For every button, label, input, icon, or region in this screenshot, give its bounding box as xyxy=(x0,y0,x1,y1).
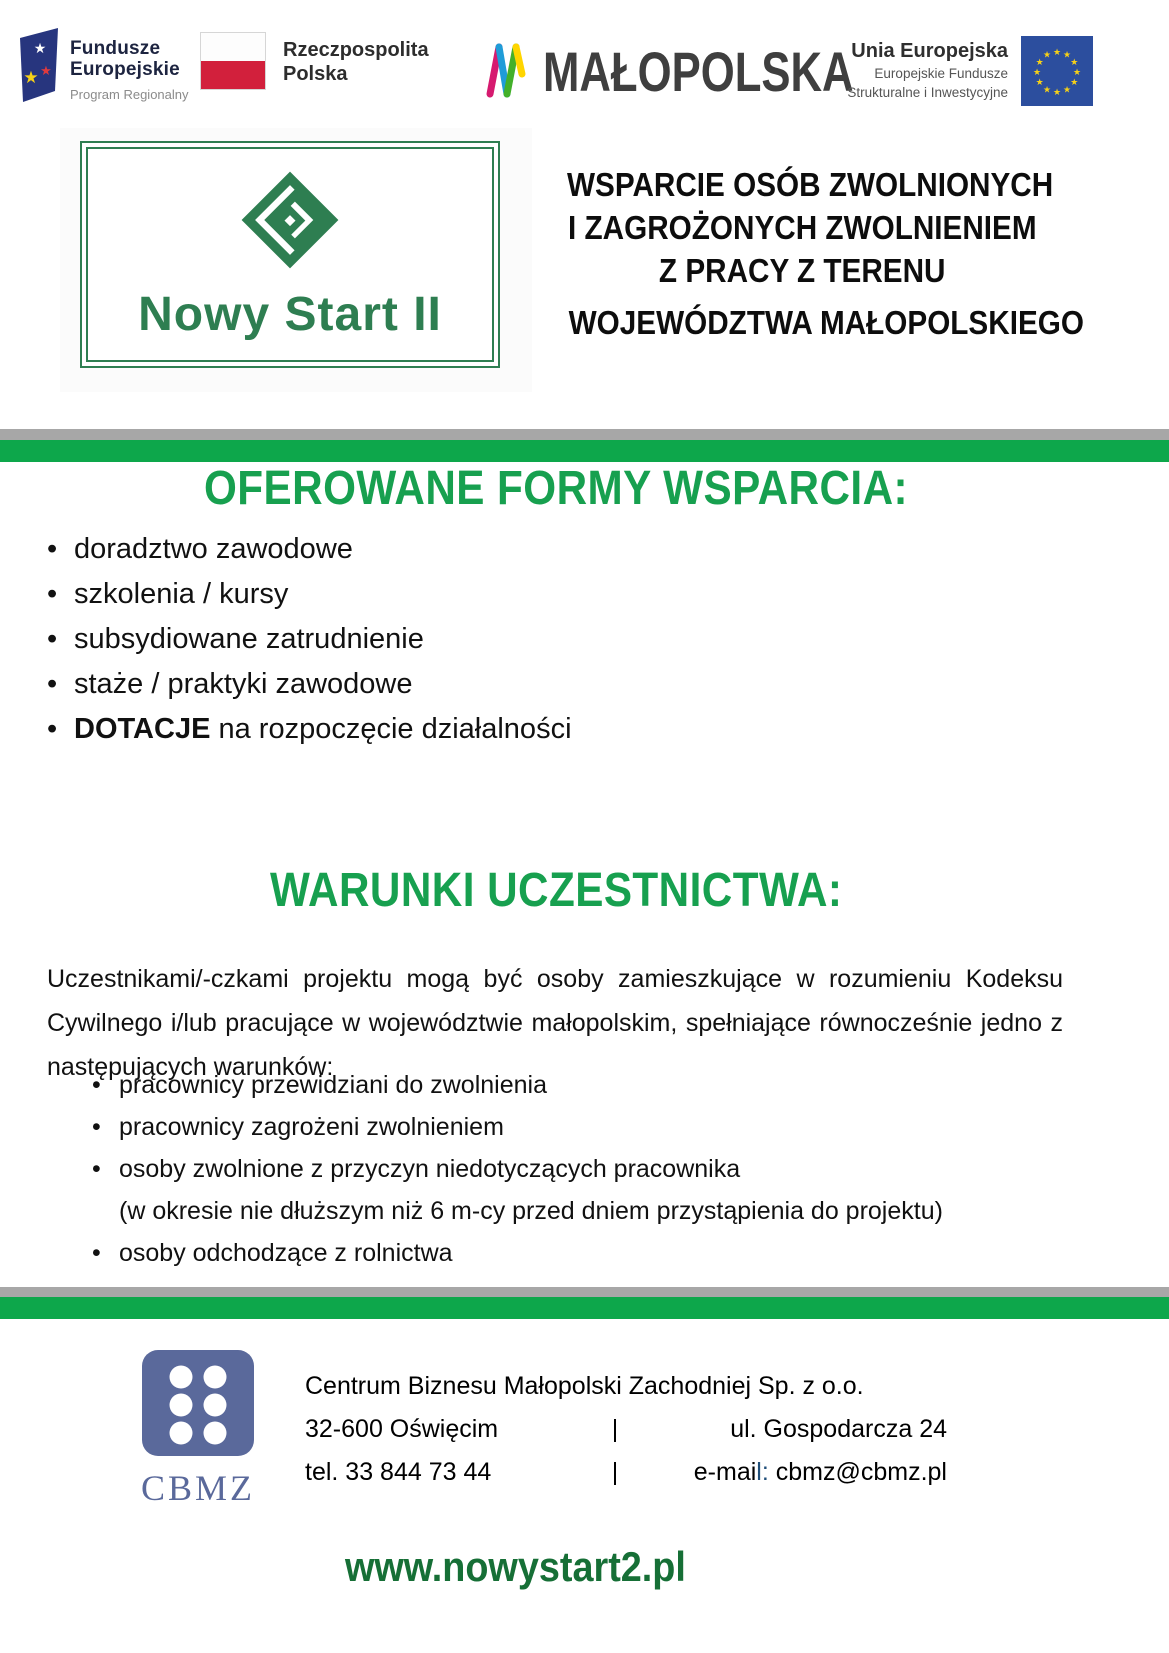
list-item: • staże / praktyki zawodowe xyxy=(47,662,572,707)
eu-funds-line1: Fundusze xyxy=(70,38,161,59)
list-item: • osoby zwolnione z przyczyn niedotyczących pracownika (w okresie nie dłuższym niż 6 m-cy przed dniem przystąpienia do projektu) xyxy=(92,1148,943,1232)
poland-logo-text xyxy=(283,38,429,86)
eu-flag-icon xyxy=(1021,36,1093,111)
eu-funds-subtitle: Program Regionalny xyxy=(70,87,189,102)
poland-line2: Polska xyxy=(283,63,348,85)
main-title-line1: WSPARCIE OSÓB ZWOLNIONYCH xyxy=(567,166,1054,203)
svg-text:★: ★ xyxy=(40,63,52,78)
list-item: • doradztwo zawodowe xyxy=(47,527,572,572)
svg-text:★: ★ xyxy=(1052,47,1062,57)
offer-heading: OFEROWANE FORMY WSPARCIA: xyxy=(203,462,909,515)
divider-green-bottom xyxy=(0,1297,1169,1319)
list-item: • subsydiowane zatrudnienie xyxy=(47,617,572,662)
main-title xyxy=(540,163,1084,344)
eu-funds-logo xyxy=(18,28,189,109)
postal-city: 32-600 Oświęcim xyxy=(305,1415,499,1443)
email-label: e-mai xyxy=(693,1458,757,1486)
separator-pipe: | xyxy=(611,1458,619,1486)
svg-text:★: ★ xyxy=(1062,49,1072,60)
eu-line1: Unia Europejska xyxy=(851,40,1008,62)
list-item: • szkolenia / kursy xyxy=(47,572,572,617)
svg-text:★: ★ xyxy=(1070,77,1079,87)
email-label-colon: l: xyxy=(756,1458,769,1486)
eu-line2: Europejskie Fundusze xyxy=(874,66,1008,81)
malopolska-m-icon xyxy=(483,38,529,105)
svg-text:★: ★ xyxy=(1042,49,1052,60)
email-link[interactable]: cbmz@cbmz.pl xyxy=(775,1458,947,1486)
address-row xyxy=(305,1408,947,1451)
list-item: • pracownicy zagrożeni zwolnieniem xyxy=(92,1106,943,1148)
svg-text:★: ★ xyxy=(1035,57,1044,67)
svg-text:★: ★ xyxy=(1072,67,1082,77)
main-title-line4: WOJEWÓDZTWA MAŁOPOLSKIEGO xyxy=(568,304,1084,341)
svg-text:★: ★ xyxy=(23,68,39,87)
cbmz-logo xyxy=(140,1350,256,1509)
logo-strip xyxy=(0,0,1169,130)
main-title-line2: I ZAGROŻONYCH ZWOLNIENIEM xyxy=(568,209,1037,246)
separator-pipe: | xyxy=(611,1415,619,1443)
company-name: Centrum Biznesu Małopolski Zachodniej Sp. z o.o. xyxy=(305,1372,864,1400)
malopolska-name: MAŁOPOLSKA xyxy=(543,40,854,103)
list-item: • pracownicy przewidziani do zwolnienia xyxy=(92,1064,943,1106)
contact-block xyxy=(305,1365,947,1494)
divider-gray-top xyxy=(0,429,1169,440)
offer-list xyxy=(47,527,572,752)
phone-email-row xyxy=(305,1451,947,1494)
conditions-intro: Uczestnikami/-czkami projektu mogą być osoby zamieszkujące w rozumieniu Kodeksu Cywilnego i/lub pracujące w województwie małopolskim, spełniające równocześnie jedno z następujących warunków: xyxy=(47,965,1063,1081)
eu-funds-logo-text xyxy=(70,28,189,109)
list-item: • osoby odchodzące z rolnictwa xyxy=(92,1232,943,1274)
eu-funds-flag-icon xyxy=(18,28,60,109)
poland-line1: Rzeczpospolita xyxy=(283,39,429,61)
eu-logo-text xyxy=(800,40,1008,101)
cbmz-dots-icon xyxy=(142,1443,254,1460)
list-item-note: (w okresie nie dłuższym niż 6 m-cy przed dniem przystąpienia do projektu) xyxy=(119,1197,943,1225)
website-link[interactable]: www.nowystart2.pl xyxy=(344,1543,686,1590)
phone-number: tel. 33 844 73 44 xyxy=(305,1458,492,1486)
email-cell xyxy=(670,1451,947,1494)
conditions-list xyxy=(92,1064,943,1274)
svg-text:★: ★ xyxy=(1070,57,1079,67)
divider-gray-bottom xyxy=(0,1287,1169,1297)
eu-line3: Strukturalne i Inwestycyjne xyxy=(847,85,1008,100)
conditions-heading: WARUNKI UCZESTNICTWA: xyxy=(269,864,843,917)
cbmz-logo-text: CBMZ xyxy=(140,1468,256,1508)
project-logo-box xyxy=(80,141,500,368)
svg-text:★: ★ xyxy=(1052,87,1062,97)
svg-text:★: ★ xyxy=(1042,84,1052,95)
divider-green-top xyxy=(0,440,1169,462)
svg-text:★: ★ xyxy=(1062,84,1072,95)
svg-text:★: ★ xyxy=(1035,77,1044,87)
project-logo-title: Nowy Start II xyxy=(138,287,442,341)
svg-text:★: ★ xyxy=(33,40,47,56)
poland-flag-icon xyxy=(200,32,266,90)
nowy-start-diamond-icon xyxy=(238,168,342,277)
list-item: • DOTACJE na rozpoczęcie działalności xyxy=(47,707,572,752)
main-title-line3: Z PRACY Z TERENU xyxy=(659,252,946,289)
eu-funds-line2: Europejskie xyxy=(70,59,180,80)
svg-text:★: ★ xyxy=(1032,67,1042,77)
street-address: ul. Gospodarcza 24 xyxy=(730,1415,947,1443)
website-row xyxy=(0,1543,1030,1591)
